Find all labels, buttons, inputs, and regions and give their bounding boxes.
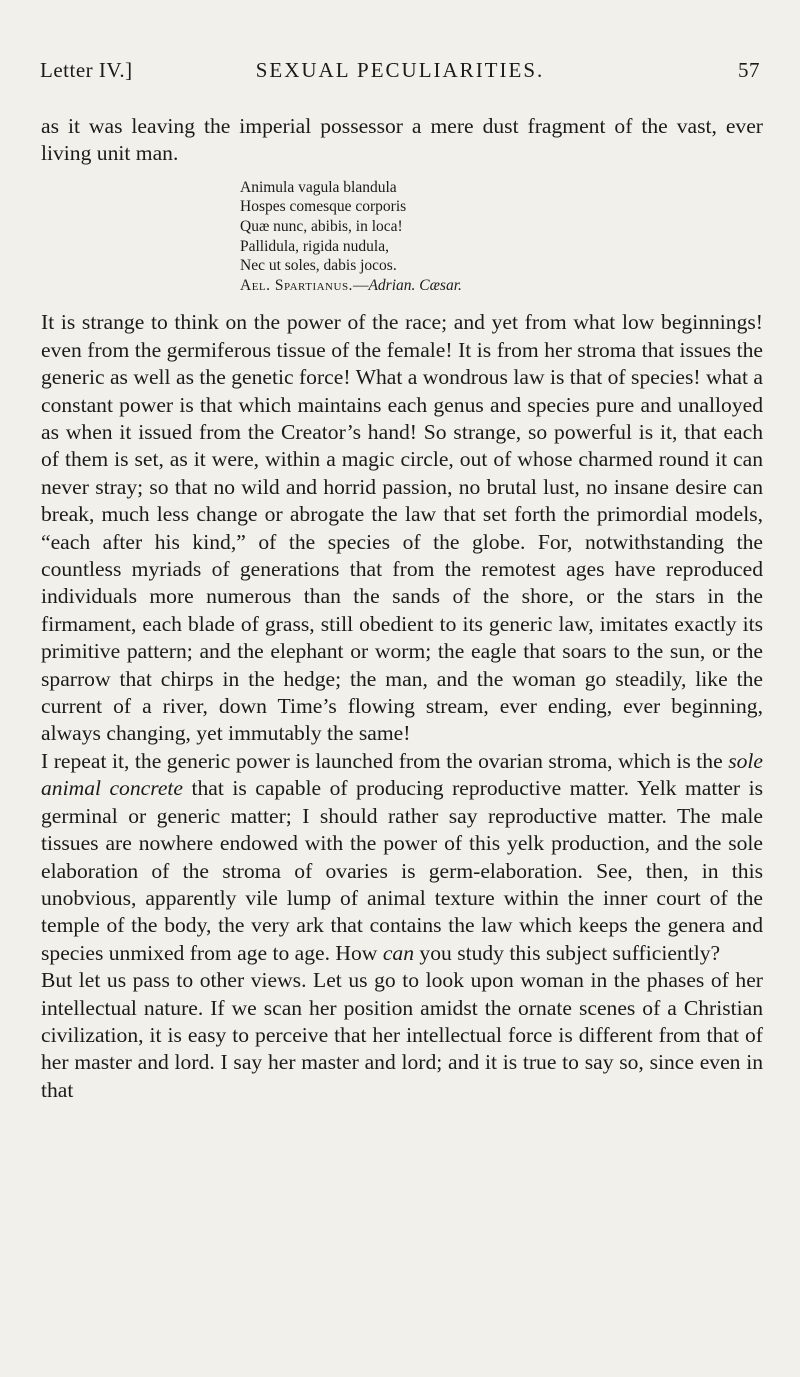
header-chapter: Letter IV.]	[40, 58, 133, 82]
poem-line: Pallidula, rigida nudula,	[240, 237, 389, 255]
paragraph-2-text: you study this subject sufficiently?	[414, 940, 721, 965]
paragraph-3: But let us pass to other views. Let us go to look upon woman in the phases of her intellectual nature. If we scan her position amidst the ornate scenes of a Christian civilization, it is easy to perceive that her intellectual force is different from that of her master and lord. I say her master and lord; and it is true to say so, since even in that	[41, 968, 763, 1102]
running-header	[40, 58, 760, 88]
paragraph-2-text: that is capable of producing reproductive matter. Yelk matter is germinal or generic matter; I should rather say reproductive matter. The male tissues are nowhere endowed with the power of this yelk production, and the sole elaboration of the stroma of ovaries is germ-elaboration. See, then, in this unobvious, apparently vile lump of animal texture within the inner court of the temple of the body, the very ark that contains the law which keeps the genera and species unmixed from age to age. How	[41, 776, 764, 965]
intro-paragraph: as it was leaving the imperial possessor a mere dust fragment of the vast, ever living unit man.	[41, 114, 763, 166]
poem-attribution	[240, 276, 763, 296]
header-title: SEXUAL PECULIARITIES.	[255, 58, 545, 82]
paragraph-2-text: I repeat it, the generic power is launched from the ovarian stroma, which is the	[41, 748, 729, 773]
poem-line: Quæ nunc, abibis, in loca!	[240, 218, 403, 235]
poem-line: Animula vagula blandula	[240, 178, 397, 196]
page-number: 57	[738, 58, 760, 82]
attribution-author: Ael. Spartianus.	[240, 276, 353, 294]
paragraph-2-emphasis: can	[382, 940, 414, 965]
poem-line: Hospes comesque corporis	[240, 198, 407, 216]
latin-poem	[240, 178, 763, 296]
body-text	[41, 113, 763, 1104]
paragraph-1: It is strange to think on the power of the race; and yet from what low beginnings! even from the germiferous tissue of the female! It is from her stroma that issues the generic as well as the genetic force! What a wondrous law is that of species! what a constant power is that which maintains each genus and species pure and unalloyed as when it issued from the Creator’s hand! So strange, so powerful is it, that each of them is set, as it were, within a magic circle, out of whose charmed round it can never stray; so that no wild and horrid passion, no brutal lust, no insane desire can break, much less change or abrogate the law that set forth the primordial models, “each after his kind,” of the species of the globe. For, notwithstanding the countless myriads of generations that from the remotest ages have reproduced individuals more numerous than the sands of the shore, or the stars in the firmament, each blade of grass, still obedient to its generic law, imitates exactly its primitive pattern; and the elephant or worm; the eagle that soars to the sun, or the sparrow that chirps in the hedge; the man, and the woman go steadily, like the current of a river, down Time’s flowing stream, ever ending, ever beginning, always changing, yet immutably the same!	[41, 310, 763, 746]
attribution-title: Adrian. Cæsar.	[368, 276, 462, 294]
paragraph-2-emphasis: sole animal concrete	[41, 748, 763, 801]
paragraph-2	[41, 748, 763, 967]
poem-line: Nec ut soles, dabis jocos.	[240, 257, 397, 275]
attribution-dash: —	[352, 276, 369, 294]
